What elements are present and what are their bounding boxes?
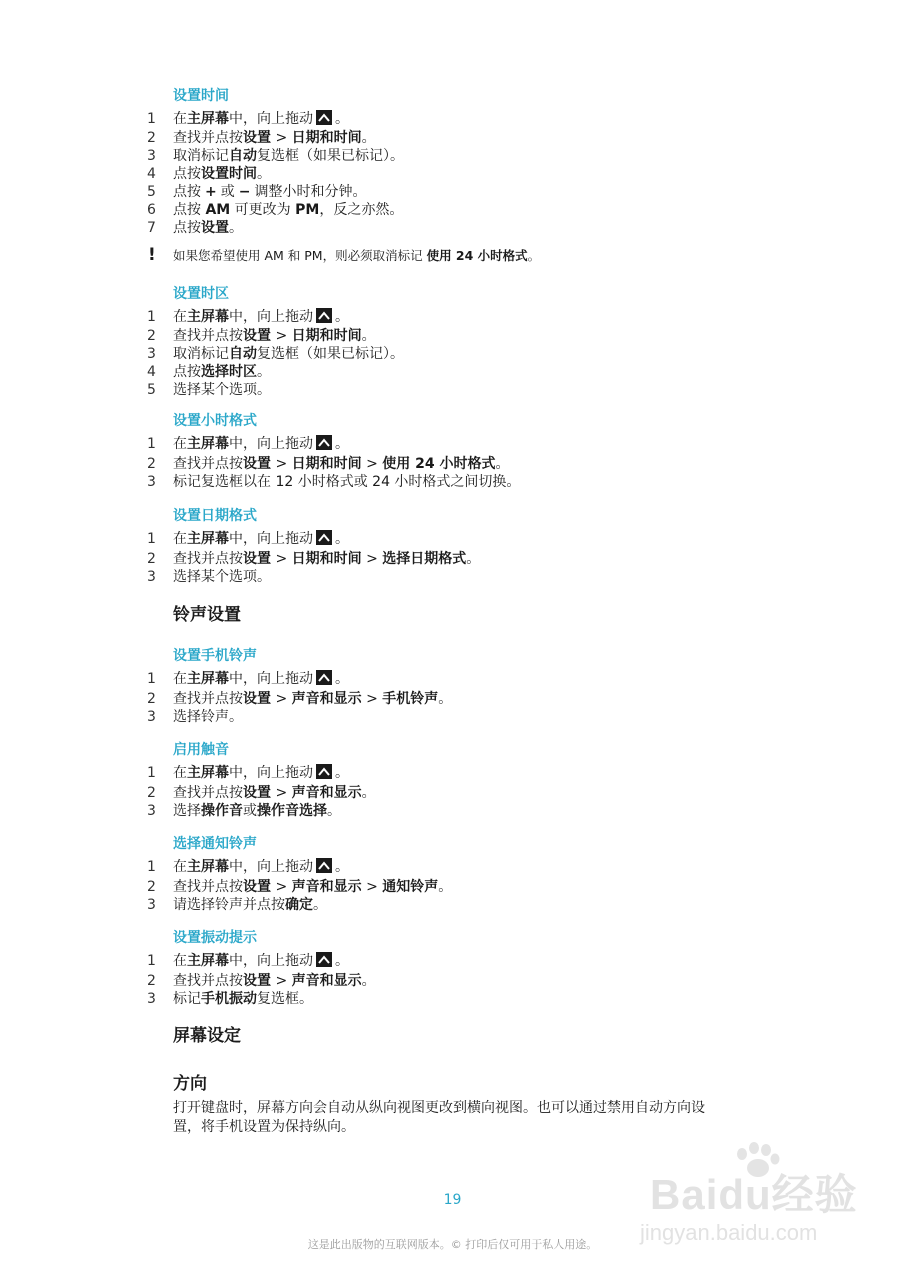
bold-term: 设置时间: [201, 166, 257, 182]
step-number: 5: [147, 184, 156, 200]
up-arrow-icon: [316, 858, 332, 873]
bold-term: 选择日期格式: [382, 551, 467, 567]
bold-term: AM: [205, 202, 231, 218]
step-item: [0, 435, 905, 454]
up-arrow-icon: [316, 308, 332, 323]
step-number: 6: [147, 202, 156, 218]
bold-term: 自动: [229, 346, 257, 362]
bold-term: 主屏幕: [187, 531, 229, 547]
step-number: 3: [147, 569, 156, 585]
bold-term: 声音和显示: [291, 879, 362, 895]
bold-term: 设置: [243, 328, 271, 344]
step-number: 2: [147, 973, 156, 989]
step-number: 3: [147, 148, 156, 164]
step-number: 4: [147, 364, 156, 380]
step-item: [0, 129, 905, 148]
step-item: [0, 455, 905, 474]
step-number: 2: [147, 551, 156, 567]
bold-term: 使用 24 小时格式: [382, 456, 496, 472]
step-item: [0, 952, 905, 971]
step-item: [0, 972, 905, 991]
step-text: 查找并点按设置 > 日期和时间。: [173, 130, 376, 146]
note: [0, 246, 905, 265]
step-item: [0, 896, 905, 915]
step-text: 查找并点按设置 > 声音和显示。: [173, 785, 376, 801]
baidu-watermark: [640, 1140, 870, 1270]
step-text: 查找并点按设置 > 日期和时间 > 使用 24 小时格式。: [173, 456, 510, 472]
step-text: 在主屏幕中，向上拖动 。: [173, 309, 349, 325]
step-item: [0, 550, 905, 569]
step-item: [0, 308, 905, 327]
step-text: 查找并点按设置 > 声音和显示 > 通知铃声。: [173, 879, 453, 895]
step-text: 点按 AM 可更改为 PM，反之亦然。: [173, 202, 404, 218]
step-item: [0, 110, 905, 129]
bold-term: 使用 24 小时格式: [426, 248, 528, 263]
bold-term: 设置: [243, 130, 271, 146]
step-text: 请选择铃声并点按确定。: [173, 897, 327, 913]
step-number: 4: [147, 166, 156, 182]
bold-term: 通知铃声: [382, 879, 439, 895]
bold-term: 操作音: [201, 803, 243, 819]
bold-term: 日期和时间: [291, 551, 362, 567]
bold-term: 日期和时间: [291, 328, 362, 344]
step-number: 1: [147, 859, 156, 875]
watermark-main: Baidu经验: [650, 1171, 858, 1218]
section-subheading: 设置日期格式: [173, 508, 257, 524]
step-item: [0, 670, 905, 689]
step-number: 1: [147, 111, 156, 127]
paragraph-line: 打开键盘时，屏幕方向会自动从纵向视图更改到横向视图。也可以通过禁用自动方向设: [173, 1100, 705, 1116]
up-arrow-icon: [316, 435, 332, 450]
step-item: [0, 764, 905, 783]
step-item: [0, 219, 905, 238]
step-number: 2: [147, 879, 156, 895]
step-number: 1: [147, 531, 156, 547]
section-heading: 铃声设置: [173, 605, 241, 625]
step-text: 选择某个选项。: [173, 569, 271, 585]
step-text: 在主屏幕中，向上拖动 。: [173, 859, 349, 875]
step-number: 2: [147, 328, 156, 344]
section-subheading: 设置时区: [173, 286, 229, 302]
section-subheading: 选择通知铃声: [173, 836, 257, 852]
step-number: 3: [147, 346, 156, 362]
section-heading: 方向: [173, 1074, 207, 1094]
step-item: [0, 568, 905, 587]
step-text: 标记手机振动复选框。: [173, 991, 313, 1007]
step-text: 点按选择时区。: [173, 364, 271, 380]
bold-term: 选择时区: [201, 364, 257, 380]
step-item: [0, 690, 905, 709]
step-number: 3: [147, 803, 156, 819]
step-text: 在主屏幕中，向上拖动 。: [173, 953, 349, 969]
up-arrow-icon: [316, 952, 332, 967]
step-text: 选择操作音或操作音选择。: [173, 803, 341, 819]
step-number: 1: [147, 436, 156, 452]
footer-notice: 这是此出版物的互联网版本。© 打印后仅可用于私人用途。: [307, 1238, 598, 1251]
step-text: 选择某个选项。: [173, 382, 271, 398]
bold-term: 设置: [243, 785, 271, 801]
step-number: 7: [147, 220, 156, 236]
step-item: [0, 165, 905, 184]
step-text: 在主屏幕中，向上拖动 。: [173, 671, 349, 687]
step-text: 标记复选框以在 12 小时格式或 24 小时格式之间切换。: [173, 474, 521, 490]
step-item: [0, 530, 905, 549]
bold-term: 设置: [243, 456, 271, 472]
note-text: 如果您希望使用 AM 和 PM，则必须取消标记 使用 24 小时格式。: [173, 248, 541, 263]
bold-term: 主屏幕: [187, 859, 229, 875]
step-number: 5: [147, 382, 156, 398]
watermark-url: jingyan.baidu.com: [640, 1220, 818, 1245]
step-text: 查找并点按设置 > 日期和时间。: [173, 328, 376, 344]
step-text: 取消标记自动复选框（如果已标记）。: [173, 148, 404, 164]
exclamation-icon: !: [148, 245, 156, 265]
bold-term: 设置: [243, 551, 271, 567]
step-number: 3: [147, 474, 156, 490]
step-number: 3: [147, 991, 156, 1007]
step-text: 在主屏幕中，向上拖动 。: [173, 765, 349, 781]
step-item: [0, 708, 905, 727]
bold-term: 设置: [243, 879, 271, 895]
bold-term: 主屏幕: [187, 436, 229, 452]
minus-icon: −: [238, 184, 251, 200]
step-text: 取消标记自动复选框（如果已标记）。: [173, 346, 404, 362]
step-item: [0, 784, 905, 803]
bold-term: 日期和时间: [291, 456, 362, 472]
section-subheading: 启用触音: [173, 742, 229, 758]
step-number: 1: [147, 671, 156, 687]
section-subheading: 设置振动提示: [173, 930, 257, 946]
step-number: 2: [147, 785, 156, 801]
section-heading: 屏幕设定: [173, 1026, 241, 1046]
step-text: 查找并点按设置 > 声音和显示。: [173, 973, 376, 989]
bold-term: 设置: [243, 691, 271, 707]
bold-term: 主屏幕: [187, 309, 229, 325]
bold-term: 设置: [243, 973, 271, 989]
step-item: [0, 201, 905, 220]
up-arrow-icon: [316, 530, 332, 545]
page-number: 19: [443, 1192, 462, 1208]
up-arrow-icon: [316, 764, 332, 779]
step-number: 3: [147, 709, 156, 725]
section-subheading: 设置小时格式: [173, 413, 257, 429]
step-number: 1: [147, 953, 156, 969]
bold-term: PM: [295, 202, 320, 218]
step-text: 点按设置。: [173, 220, 243, 236]
step-item: [0, 878, 905, 897]
up-arrow-icon: [316, 110, 332, 125]
bold-term: 主屏幕: [187, 671, 229, 687]
step-text: 选择铃声。: [173, 709, 243, 725]
bold-term: 确定: [285, 897, 313, 913]
step-item: [0, 802, 905, 821]
step-item: [0, 858, 905, 877]
paragraph-line: 置，将手机设置为保持纵向。: [173, 1119, 355, 1135]
bold-term: 声音和显示: [291, 691, 362, 707]
step-item: [0, 327, 905, 346]
bold-term: 声音和显示: [291, 785, 362, 801]
step-text: 查找并点按设置 > 日期和时间 > 选择日期格式。: [173, 551, 481, 567]
step-number: 1: [147, 309, 156, 325]
step-number: 2: [147, 456, 156, 472]
step-number: 2: [147, 691, 156, 707]
bold-term: 日期和时间: [291, 130, 362, 146]
step-text: 查找并点按设置 > 声音和显示 > 手机铃声。: [173, 691, 453, 707]
up-arrow-icon: [316, 670, 332, 685]
step-item: [0, 381, 905, 400]
bold-term: 设置: [201, 220, 229, 236]
bold-term: 自动: [229, 148, 257, 164]
section-subheading: 设置手机铃声: [173, 648, 257, 664]
step-text: 在主屏幕中，向上拖动 。: [173, 111, 349, 127]
bold-term: 手机振动: [201, 991, 257, 1007]
step-item: [0, 147, 905, 166]
step-item: [0, 363, 905, 382]
step-text: 在主屏幕中，向上拖动 。: [173, 531, 349, 547]
bold-term: 主屏幕: [187, 953, 229, 969]
step-text: 点按设置时间。: [173, 166, 271, 182]
step-item: [0, 473, 905, 492]
bold-term: 操作音选择: [257, 803, 327, 819]
step-item: [0, 345, 905, 364]
step-text: 点按 + 或 − 调整小时和分钟。: [173, 184, 367, 200]
plus-icon: +: [205, 184, 217, 200]
step-number: 1: [147, 765, 156, 781]
step-item: [0, 990, 905, 1009]
step-text: 在主屏幕中，向上拖动 。: [173, 436, 349, 452]
step-item: [0, 183, 905, 202]
bold-term: 手机铃声: [382, 691, 439, 707]
step-number: 2: [147, 130, 156, 146]
bold-term: 主屏幕: [187, 765, 229, 781]
section-subheading: 设置时间: [173, 88, 229, 104]
bold-term: 声音和显示: [291, 973, 362, 989]
step-number: 3: [147, 897, 156, 913]
bold-term: 主屏幕: [187, 111, 229, 127]
